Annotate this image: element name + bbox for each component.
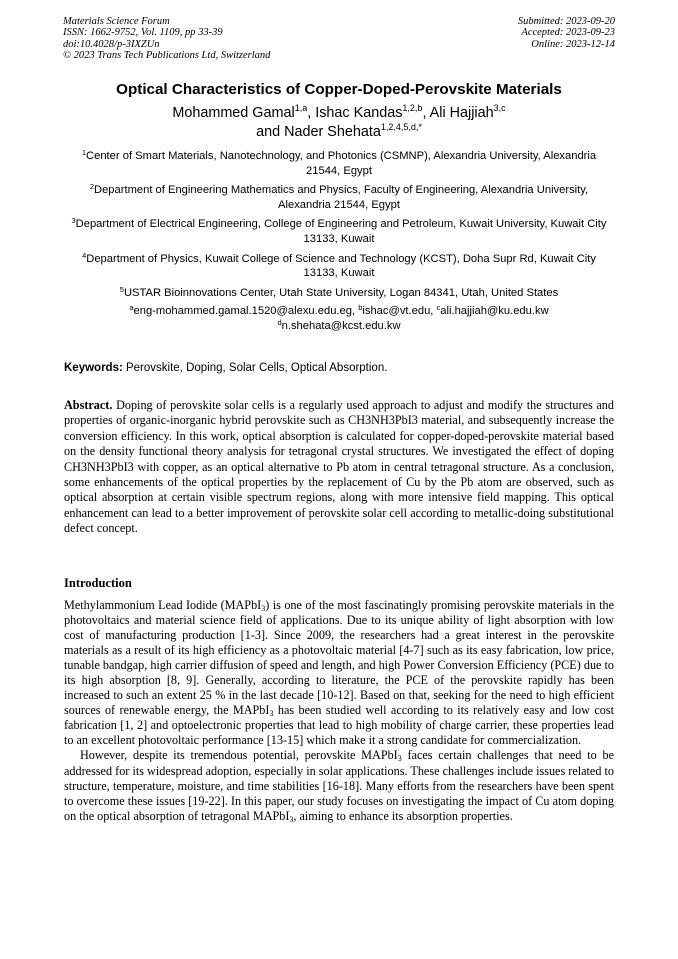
paragraph — [64, 598, 614, 748]
text-run: ) is one of the most fascinatingly promising perovskite materials in the photovoltaics and material science field of applications. Due to its unique ability of light absorption with low cost of manufacturing production [1-3]. Since 2009, the researchers had a great interest in the perovskite materials as a result of its high efficiency as a photovoltaic material [4-7] such as its easy fabrication, low price, tunable bandgap, high carrier diffusion of speed and length, and high Power Conversion Efficiency (PCE) due to its high absorption [8, 9]. Generally, according to literature, the PCE of the perovskite rapidly has been increased to such an extent 25 % in the last decade [10-12]. Based on that, seeking for the need to high efficient sources of renewable energy, the MAPbI — [64, 598, 615, 718]
affiliation-number: 5 — [119, 284, 124, 294]
author-line-2 — [0, 123, 678, 142]
author-name: Mohammed Gamal — [172, 105, 295, 121]
paragraph — [64, 748, 614, 823]
affiliation-text: Center of Smart Materials, Nanotechnology, and Photonics (CSMNP), Alexandria University, Alexandria 21544, Egypt — [86, 150, 597, 177]
text-run: Methylammonium Lead Iodide (MAPbI — [64, 598, 262, 612]
author-affil-sup: 1,a — [294, 103, 308, 113]
affiliation — [70, 252, 608, 282]
email-sup: a — [129, 303, 134, 313]
author-name: and Nader Shehata — [256, 124, 381, 140]
doi-line: doi:10.4028/p-3IXZUn — [63, 38, 160, 50]
abstract-text: Doping of perovskite solar cells is a regularly used approach to adjust and modify the structures and properties of organic-inorganic hybrid perovskite such as CH3NH3PbI3 material, and subsequently increase the conversion efficiency. In this work, optical absorption is calculated for copper-doped-perovskite material based on the density functional theory analysis for tetragonal crystal structures. We investigated the effect of doping CH3NH3PbI3 with copper, as an optical alternative to Pb atom in central tetragonal structure. As a conclusion, some enhancements of the optical properties by the replacement of Cu by the Pb atom are observed, such as optical absorption at certain visible spectrum regions, along with more intensive field mapping. This optical enhancement can lead to a better improvement of perovskite solar cell according to metallic-doing substitutional defect concept. — [64, 398, 614, 536]
text-run: faces certain challenges that need to be addressed for its widespread adoption, especially in solar applications. These challenges include issues related to structure, temperature, moisture, and time stabilities [16-18]. Many efforts from the researchers have been spent to overcome these issues [19-22]. In this paper, our study focuses on investigating the impact of Cu atom doping on the optical absorption of tetragonal MAPbI — [64, 748, 614, 823]
subscript: 3 — [269, 709, 274, 719]
email-list — [70, 304, 608, 333]
journal-header-right — [518, 16, 615, 50]
author-line-1 — [0, 104, 678, 123]
affiliation-text: USTAR Bioinnovations Center, Utah State University, Logan 84341, Utah, United States — [123, 286, 559, 299]
keywords-label: Keywords: — [64, 362, 123, 374]
abstract — [64, 398, 614, 537]
email-link[interactable]: ali.hajjiah@ku.edu.kw — [440, 305, 549, 318]
affiliation-text: Department of Engineering Mathematics and Physics, Faculty of Engineering, Alexandria University, Alexandria 21544, Egypt — [94, 184, 589, 211]
text-run: , aiming to enhance its absorption properties. — [293, 808, 513, 823]
email-sup: d — [277, 317, 282, 327]
affiliation — [70, 286, 608, 301]
affiliation-text: Department of Physics, Kuwait College of Science and Technology (KCST), Doha Supr Rd, Kuwait City 13133, Kuwait — [86, 252, 596, 280]
journal-name: Materials Science Forum — [63, 16, 170, 27]
email-line-1 — [70, 304, 608, 319]
affiliation — [70, 183, 608, 213]
copyright-line: © 2023 Trans Tech Publications Ltd, Switzerland — [63, 49, 271, 61]
email-link[interactable]: n.shehata@kcst.edu.kw — [281, 319, 401, 332]
introduction-body — [64, 598, 614, 824]
author-affil-sup: 1,2,b — [402, 103, 423, 113]
accepted-date: Accepted: 2023-09-23 — [521, 27, 615, 39]
email-link[interactable]: eng-mohammed.gamal.1520@alexu.edu.eg, — [133, 305, 359, 318]
email-sup: c — [436, 303, 441, 313]
email-sup: b — [358, 303, 363, 313]
subscript: 3 — [397, 754, 402, 764]
subscript: 3 — [261, 604, 266, 613]
affiliation-text: Department of Electrical Engineering, College of Engineering and Petroleum, Kuwait University, Kuwait City 13133, Kuwait — [75, 218, 607, 246]
affiliations — [70, 149, 608, 333]
text-run: has been studied well according to its relatively easy and low cost fabrication [1, 2] and optoelectronic properties that lead to high mobility of charge carrier, these properties lead to an excellent photovoltaic performance [13-15] which make it a strong candidate for commercialization. — [64, 703, 614, 748]
affiliation-number: 3 — [71, 216, 76, 226]
author-name: Ishac Kandas — [315, 105, 403, 121]
keywords-text: Perovskite, Doping, Solar Cells, Optical Absorption. — [122, 362, 388, 374]
subscript: 3 — [289, 814, 294, 824]
author-affil-sup: 1,2,4,5,d,* — [380, 122, 422, 132]
journal-header-left — [63, 16, 270, 61]
author-separator: , — [307, 105, 316, 121]
abstract-label: Abstract. — [64, 398, 113, 412]
online-date: Online: 2023-12-14 — [531, 38, 615, 50]
email-link[interactable]: ishac@vt.edu, — [362, 305, 437, 318]
submitted-date: Submitted: 2023-09-20 — [517, 16, 615, 27]
affiliation — [70, 149, 608, 179]
paper-title: Optical Characteristics of Copper-Doped-Perovskite Materials — [116, 81, 562, 98]
text-run: However, despite its tremendous potential, perovskite MAPbI — [80, 748, 398, 763]
affiliation-number: 2 — [89, 182, 94, 192]
keywords — [64, 362, 616, 374]
author-list — [0, 104, 678, 142]
affiliation-number: 4 — [82, 250, 87, 260]
author-name: Ali Hajjiah — [429, 105, 494, 121]
affiliation — [70, 217, 608, 247]
section-heading: Introduction — [64, 576, 132, 590]
author-affil-sup: 3,c — [493, 103, 506, 113]
issn-line: ISSN: 1662-9752, Vol. 1109, pp 33-39 — [63, 27, 223, 39]
affiliation-number: 1 — [81, 148, 87, 157]
email-line-2 — [70, 319, 608, 334]
author-separator: , — [422, 105, 430, 121]
